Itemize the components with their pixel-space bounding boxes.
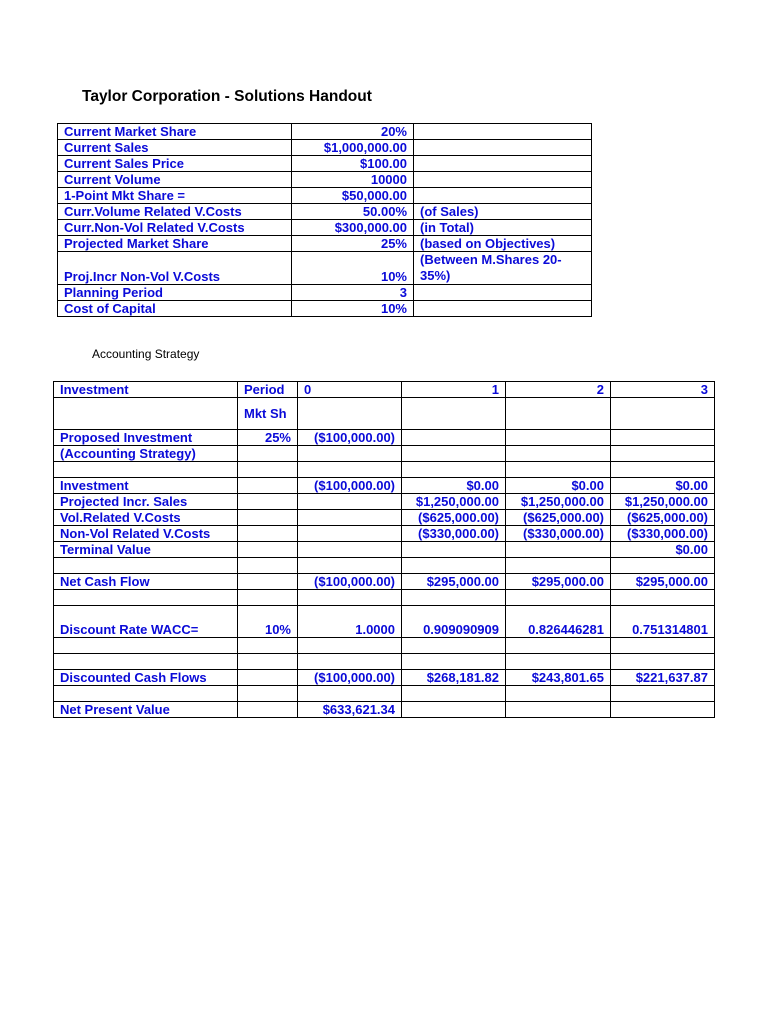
input-value: 50.00% — [292, 204, 414, 220]
table-row — [54, 542, 715, 558]
table-row — [54, 638, 715, 654]
input-label: Planning Period — [58, 285, 292, 301]
input-value: $100.00 — [292, 156, 414, 172]
cell-value: ($625,000.00) — [506, 510, 611, 526]
input-note: (based on Objectives) — [414, 236, 592, 252]
input-label: Curr.Non-Vol Related V.Costs — [58, 220, 292, 236]
cell-value: $295,000.00 — [402, 574, 506, 590]
row-label: Discount Rate WACC= — [54, 606, 238, 638]
proposed-sub-label: (Accounting Strategy) — [54, 446, 238, 462]
cell-value: $1,250,000.00 — [402, 494, 506, 510]
cell-value: $295,000.00 — [611, 574, 715, 590]
cell-value: $0.00 — [506, 478, 611, 494]
table-header-row — [54, 382, 715, 398]
table-row — [58, 301, 592, 317]
table-row — [58, 236, 592, 252]
header-investment: Investment — [54, 382, 238, 398]
input-label: Current Market Share — [58, 124, 292, 140]
cell-value: $295,000.00 — [506, 574, 611, 590]
table-row — [58, 124, 592, 140]
input-value: $1,000,000.00 — [292, 140, 414, 156]
table-row — [54, 510, 715, 526]
table-row — [54, 430, 715, 446]
input-note: (in Total) — [414, 220, 592, 236]
cell-value: ($625,000.00) — [402, 510, 506, 526]
input-value: 20% — [292, 124, 414, 140]
input-value: 10% — [292, 301, 414, 317]
table-row — [54, 654, 715, 670]
npv-value: $633,621.34 — [298, 702, 402, 718]
input-value: $50,000.00 — [292, 188, 414, 204]
inputs-table — [57, 123, 592, 317]
input-note — [414, 301, 592, 317]
cell-value — [298, 542, 402, 558]
cell-value: ($330,000.00) — [402, 526, 506, 542]
input-note — [414, 188, 592, 204]
cell-value: ($100,000.00) — [298, 574, 402, 590]
cell-value: ($330,000.00) — [506, 526, 611, 542]
input-value: 25% — [292, 236, 414, 252]
cell-value: 10% — [238, 606, 298, 638]
input-label: 1-Point Mkt Share = — [58, 188, 292, 204]
header-period-3: 3 — [611, 382, 715, 398]
proposed-amount: ($100,000.00) — [298, 430, 402, 446]
input-value: 10% — [292, 252, 414, 285]
table-row — [54, 526, 715, 542]
input-label: Current Sales — [58, 140, 292, 156]
cell-value — [298, 526, 402, 542]
table-row — [54, 478, 715, 494]
input-note — [414, 285, 592, 301]
cell-value: $221,637.87 — [611, 670, 715, 686]
table-row — [58, 252, 592, 285]
header-period: Period — [238, 382, 298, 398]
cell-value: $0.00 — [611, 478, 715, 494]
header-period-2: 2 — [506, 382, 611, 398]
input-label: Current Sales Price — [58, 156, 292, 172]
table-row — [54, 558, 715, 574]
input-note: (Between M.Shares 20-35%) — [414, 252, 592, 285]
cell-value — [506, 542, 611, 558]
proposed-share: 25% — [238, 430, 298, 446]
table-row — [58, 156, 592, 172]
input-label: Cost of Capital — [58, 301, 292, 317]
table-row — [54, 462, 715, 478]
table-row — [54, 590, 715, 606]
row-label: Projected Incr. Sales — [54, 494, 238, 510]
row-label: Terminal Value — [54, 542, 238, 558]
input-value: 3 — [292, 285, 414, 301]
strategy-table — [53, 381, 715, 718]
input-label: Projected Market Share — [58, 236, 292, 252]
table-row — [58, 140, 592, 156]
input-value: $300,000.00 — [292, 220, 414, 236]
net-cash-flow-row — [54, 574, 715, 590]
input-label: Current Volume — [58, 172, 292, 188]
input-note: (of Sales) — [414, 204, 592, 220]
cell-value: $0.00 — [611, 542, 715, 558]
cell-value — [298, 510, 402, 526]
mkt-share-label: Mkt Sh — [238, 398, 298, 430]
header-period-1: 1 — [402, 382, 506, 398]
cell-value: ($330,000.00) — [611, 526, 715, 542]
cell-value: 1.0000 — [298, 606, 402, 638]
table-row — [54, 398, 715, 430]
table-row — [54, 494, 715, 510]
cell-value: $1,250,000.00 — [611, 494, 715, 510]
cell-value — [298, 494, 402, 510]
cell-value: ($100,000.00) — [298, 670, 402, 686]
table-row — [54, 686, 715, 702]
input-value: 10000 — [292, 172, 414, 188]
cell-value — [402, 542, 506, 558]
row-label: Net Cash Flow — [54, 574, 238, 590]
discount-rate-row — [54, 606, 715, 638]
cell-value: $243,801.65 — [506, 670, 611, 686]
input-note — [414, 156, 592, 172]
input-label: Curr.Volume Related V.Costs — [58, 204, 292, 220]
proposed-label: Proposed Investment — [54, 430, 238, 446]
row-label: Investment — [54, 478, 238, 494]
row-label: Vol.Related V.Costs — [54, 510, 238, 526]
cell-value: ($100,000.00) — [298, 478, 402, 494]
input-note — [414, 124, 592, 140]
input-label: Proj.Incr Non-Vol V.Costs — [58, 252, 292, 285]
npv-row — [54, 702, 715, 718]
header-period-0: 0 — [298, 382, 402, 398]
table-row — [58, 285, 592, 301]
cell-value: 0.751314801 — [611, 606, 715, 638]
cell-value: 0.909090909 — [402, 606, 506, 638]
table-row — [58, 172, 592, 188]
row-label: Net Present Value — [54, 702, 238, 718]
cell-value: $0.00 — [402, 478, 506, 494]
dcf-row — [54, 670, 715, 686]
cell-value: $268,181.82 — [402, 670, 506, 686]
table-row — [58, 188, 592, 204]
row-label: Discounted Cash Flows — [54, 670, 238, 686]
cell-value: ($625,000.00) — [611, 510, 715, 526]
cell-value: 0.826446281 — [506, 606, 611, 638]
input-note — [414, 140, 592, 156]
table-row — [58, 204, 592, 220]
page-title: Taylor Corporation - Solutions Handout — [82, 88, 372, 105]
row-label: Non-Vol Related V.Costs — [54, 526, 238, 542]
table-row — [54, 446, 715, 462]
cell-value: $1,250,000.00 — [506, 494, 611, 510]
table-row — [58, 220, 592, 236]
section-title: Accounting Strategy — [92, 347, 200, 361]
input-note — [414, 172, 592, 188]
